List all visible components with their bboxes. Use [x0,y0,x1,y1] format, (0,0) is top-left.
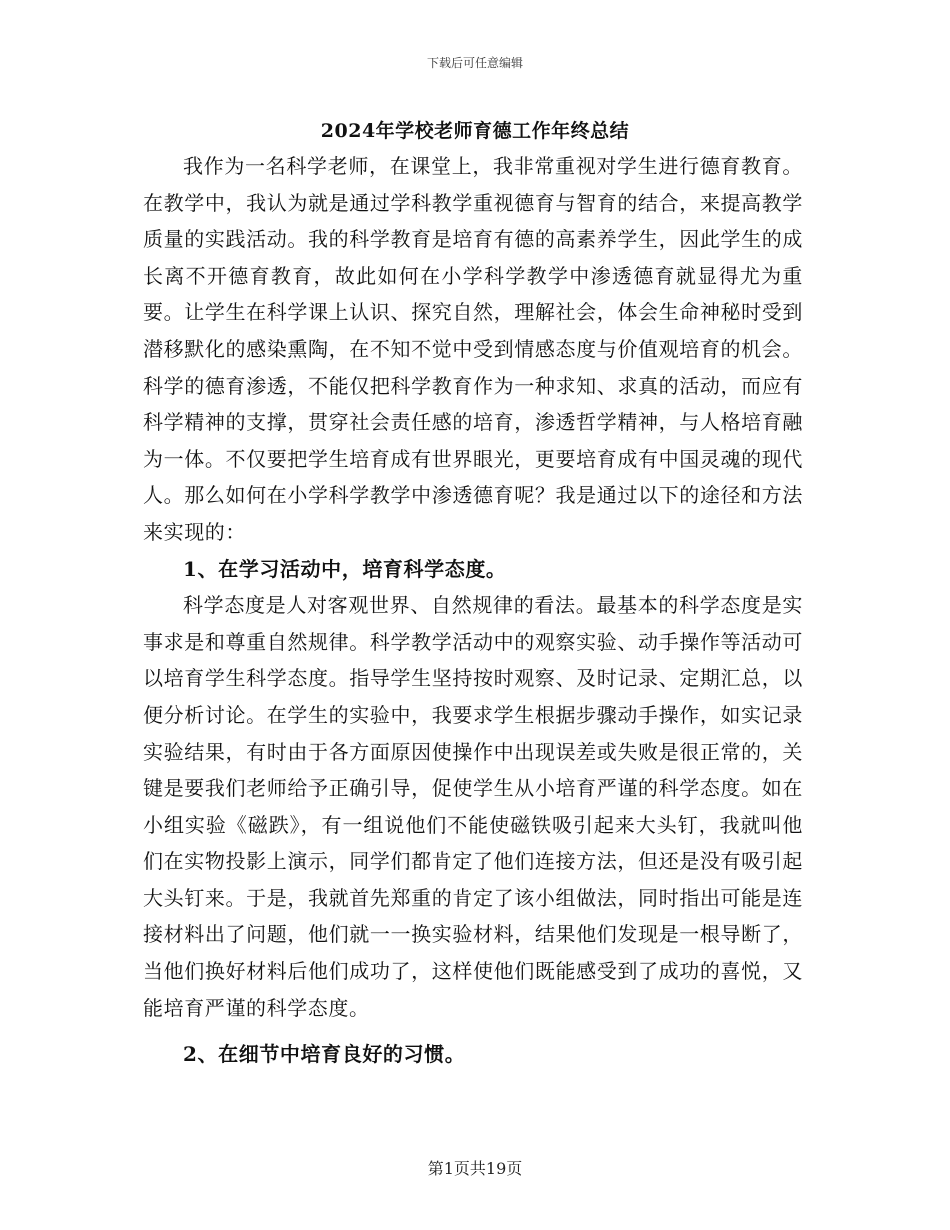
document-title: 2024年学校老师育德工作年终总结 [320,120,630,142]
section-1-paragraph: 科学态度是人对客观世界、自然规律的看法。最基本的科学态度是实事求是和尊重自然规律。科学教学活动中的观察实验、动手操作等活动可以培育学生科学态度。指导学生坚持按时观察、及时记录、定期汇总，以便分析讨论。在学生的实验中，我要求学生根据步骤动手操作，如实记录实验结果，有时由于各方面原因使操作中出现误差或失败是很正常的，关键是要我们老师给予正确引导，促使学生从小培育严谨的科学态度。如在小组实验《磁跌》，有一组说他们不能使磁铁吸引起来大头钉，我就叫他们在实物投影上演示，同学们都肯定了他们连接方法，但还是没有吸引起大头钉来。于是，我就首先郑重的肯定了该小组做法，同时指出可能是连接材料出了问题，他们就一一换实验材料，结果他们发现是一根导断了，当他们换好材料后他们成功了，这样使他们既能感受到了成功的喜悦，又能培育严谨的科学态度。 [143,593,803,1020]
intro-paragraph: 我作为一名科学老师，在课堂上，我非常重视对学生进行德育教育。在教学中，我认为就是通过学科教学重视德育与智育的结合，来提高教学质量的实践活动。我的科学教育是培育有德的高素养学生，因此学生的成长离不开德育教育，故此如何在小学科学教学中渗透德育就显得尤为重要。让学生在科学课上认识、探究自然，理解社会，体会生命神秘时受到潜移默化的感染熏陶，在不知不觉中受到情感态度与价值观培育的机会。科学的德育渗透，不能仅把科学教育作为一种求知、求真的活动，而应有科学精神的支撑，贯穿社会责任感的培育，渗透哲学精神，与人格培育融为一体。不仅要把学生培育成有世界眼光，更要培育成有中国灵魂的现代人。那么如何在小学科学教学中渗透德育呢？我是通过以下的途径和方法来实现的： [143,154,803,544]
page-number: 第1页共19页 [427,1159,523,1178]
header-note: 下载后可任意编辑 [426,56,523,70]
document-body [143,148,803,1073]
section-1-heading: 1、在学习活动中，培育科学态度。 [183,556,507,581]
section-2-heading: 2、在细节中培育良好的习惯。 [183,1042,466,1067]
